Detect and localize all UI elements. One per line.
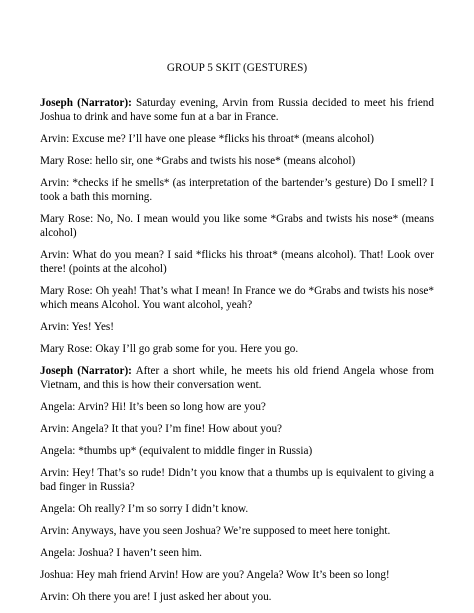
speaker-name: Arvin: bbox=[40, 133, 70, 145]
speaker-name: Angela: bbox=[40, 547, 76, 559]
dialogue-text: Oh really? I’m so sorry I didn’t know. bbox=[75, 503, 249, 515]
dialogue-text: *checks if he smells* (as interpretation of the bartender’s gesture) Do I smell? I took a bath this morning. bbox=[40, 177, 434, 203]
speaker-name: Arvin: bbox=[40, 249, 70, 261]
dialogue-paragraph bbox=[40, 132, 434, 146]
speaker-name: Angela: bbox=[40, 503, 76, 515]
speaker-name: Arvin: bbox=[40, 423, 70, 435]
dialogue-text: Joshua? I haven’t seen him. bbox=[75, 547, 202, 559]
speaker-name: Arvin: bbox=[40, 525, 70, 537]
speaker-name: Joseph (Narrator): bbox=[40, 365, 132, 377]
dialogue-text: Anyways, have you seen Joshua? We’re supposed to meet here tonight. bbox=[69, 525, 391, 537]
dialogue-text: Okay I’ll go grab some for you. Here you go. bbox=[92, 343, 299, 355]
dialogue-text: hello sir, one *Grabs and twists his nose* (means alcohol) bbox=[92, 155, 356, 167]
dialogue-text: Hey mah friend Arvin! How are you? Angela? Wow It’s been so long! bbox=[73, 569, 390, 581]
dialogue-text: Hey! That’s so rude! Didn’t you know that a thumbs up is equivalent to giving a bad finger in Russia? bbox=[40, 467, 434, 493]
dialogue-paragraph bbox=[40, 96, 434, 124]
speaker-name: Mary Rose: bbox=[40, 155, 93, 167]
dialogue-text: Saturday evening, Arvin from Russia decided to meet his friend Joshua to drink and have some fun at a bar in France. bbox=[40, 97, 434, 123]
dialogue-text: After a short while, he meets his old friend Angela whose from Vietnam, and this is how their conversation went. bbox=[40, 365, 434, 391]
document-body bbox=[40, 96, 434, 612]
dialogue-paragraph bbox=[40, 400, 434, 414]
speaker-name: Joseph (Narrator): bbox=[40, 97, 132, 109]
dialogue-paragraph bbox=[40, 590, 434, 604]
dialogue-paragraph bbox=[40, 154, 434, 168]
dialogue-paragraph bbox=[40, 546, 434, 560]
dialogue-paragraph bbox=[40, 364, 434, 392]
dialogue-text: No, No. I mean would you like some *Grabs and twists his nose* (means alcohol) bbox=[40, 213, 434, 239]
dialogue-text: What do you mean? I said *flicks his throat* (means alcohol). That! Look over there! (points at the alcohol) bbox=[40, 249, 434, 275]
dialogue-text: Oh there you are! I just asked her about you. bbox=[69, 591, 272, 603]
dialogue-paragraph bbox=[40, 466, 434, 494]
dialogue-paragraph bbox=[40, 212, 434, 240]
dialogue-text: Angela? It that you? I’m fine! How about you? bbox=[69, 423, 283, 435]
speaker-name: Arvin: bbox=[40, 321, 70, 333]
speaker-name: Arvin: bbox=[40, 177, 70, 189]
speaker-name: Mary Rose: bbox=[40, 343, 93, 355]
document-title: GROUP 5 SKIT (GESTURES) bbox=[166, 62, 308, 74]
speaker-name: Mary Rose: bbox=[40, 213, 94, 225]
dialogue-paragraph bbox=[40, 176, 434, 204]
dialogue-paragraph bbox=[40, 342, 434, 356]
dialogue-text: *thumbs up* (equivalent to middle finger in Russia) bbox=[75, 445, 313, 457]
speaker-name: Angela: bbox=[40, 445, 76, 457]
speaker-name: Joshua: bbox=[40, 569, 74, 581]
dialogue-text: Excuse me? I’ll have one please *flicks his throat* (means alcohol) bbox=[69, 133, 374, 145]
dialogue-paragraph bbox=[40, 248, 434, 276]
speaker-name: Arvin: bbox=[40, 467, 70, 479]
dialogue-paragraph bbox=[40, 284, 434, 312]
speaker-name: Arvin: bbox=[40, 591, 70, 603]
speaker-name: Angela: bbox=[40, 401, 76, 413]
dialogue-text: Yes! Yes! bbox=[69, 321, 114, 333]
dialogue-text: Arvin? Hi! It’s been so long how are you? bbox=[75, 401, 266, 413]
dialogue-paragraph bbox=[40, 444, 434, 458]
dialogue-paragraph bbox=[40, 320, 434, 334]
dialogue-text: Oh yeah! That’s what I mean! In France we do *Grabs and twists his nose* which means Alcohol. You want alcohol, yeah? bbox=[40, 285, 434, 311]
dialogue-paragraph bbox=[40, 502, 434, 516]
dialogue-paragraph bbox=[40, 422, 434, 436]
speaker-name: Mary Rose: bbox=[40, 285, 93, 297]
dialogue-paragraph bbox=[40, 524, 434, 538]
dialogue-paragraph bbox=[40, 568, 434, 582]
document-page bbox=[40, 0, 434, 613]
